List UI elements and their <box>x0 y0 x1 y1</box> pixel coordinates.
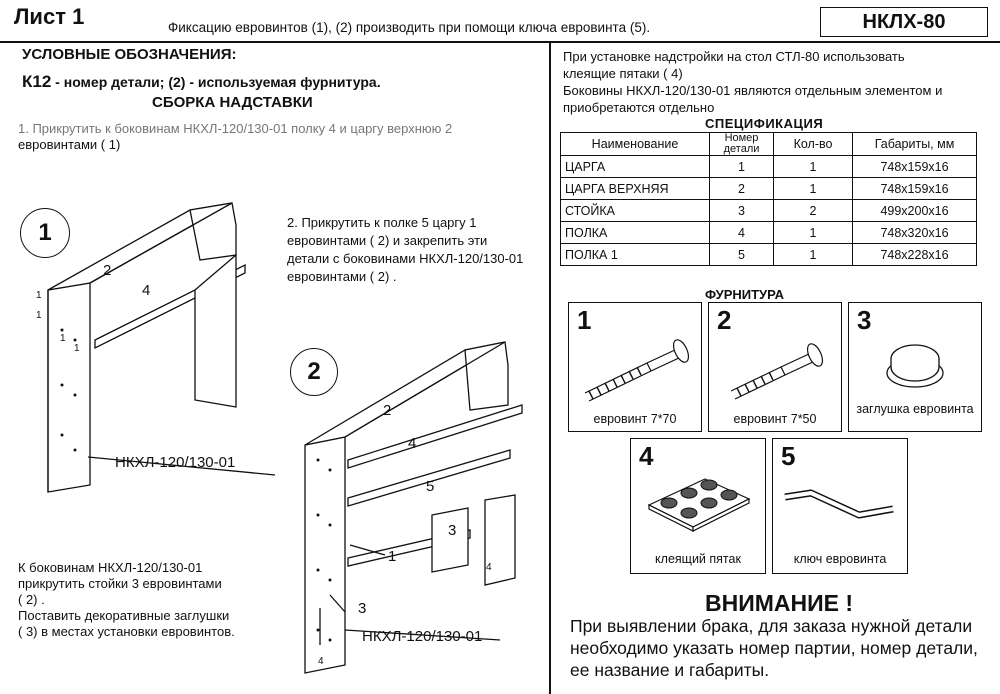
column-divider <box>549 41 551 694</box>
d2-label-3: 3 <box>448 522 457 539</box>
step3-text <box>18 560 268 640</box>
step3-c: Поставить декоративные заглушки <box>18 608 230 623</box>
screw-icon <box>723 331 833 401</box>
d2-label-5: 5 <box>426 478 435 495</box>
doc-id: НКЛХ-80 <box>820 7 988 37</box>
fitting-card-4 <box>630 438 766 574</box>
d2-label-4c: 4 <box>318 656 324 667</box>
header-divider <box>0 41 1000 43</box>
fitting-num: 4 <box>639 441 654 471</box>
diagram1-badge: 1 <box>20 208 70 258</box>
spec-cell: 2 <box>774 200 853 222</box>
sheet-title: Лист 1 <box>14 4 85 29</box>
step2-text: 2. Прикрутить к полке 5 царгу 1 евровинтами ( 2) и закрепить эти детали с боковинами НКХЛ-120/130-01 евровинтами ( 2) . <box>287 215 524 284</box>
d2-label-4b: 4 <box>486 562 492 573</box>
spec-cell: 5 <box>710 244 774 266</box>
legend-heading: УСЛОВНЫЕ ОБОЗНАЧЕНИЯ: <box>22 46 237 63</box>
spec-cell: 1 <box>774 222 853 244</box>
spec-cell: 1 <box>710 156 774 178</box>
spec-cell: 1 <box>774 178 853 200</box>
spec-cell: 2 <box>710 178 774 200</box>
spec-cell: 3 <box>710 200 774 222</box>
table-row <box>561 200 977 222</box>
spec-cell: ПОЛКА <box>561 222 710 244</box>
fitting-num: 2 <box>717 305 732 335</box>
install-note <box>563 48 983 116</box>
spec-cell: 748х320х16 <box>853 222 977 244</box>
fittings-title: ФУРНИТУРА <box>705 287 785 302</box>
fitting-num: 1 <box>577 305 592 335</box>
diagram2-badge: 2 <box>290 348 338 396</box>
legend-code: К12 <box>22 72 52 91</box>
fitting-label: евровинт 7*50 <box>733 412 817 426</box>
table-row <box>561 244 977 266</box>
fitting-label: евровинт 7*70 <box>593 412 677 426</box>
screw-icon <box>577 325 695 403</box>
warning-title: ВНИМАНИЕ ! <box>705 590 854 616</box>
d1-label-1b: 1 <box>36 310 42 321</box>
d2-label-2: 2 <box>383 402 392 419</box>
fitting-card-3 <box>848 302 982 432</box>
spec-cell: 1 <box>774 244 853 266</box>
d1-label-2: 2 <box>103 262 112 279</box>
fitting-num: 5 <box>781 441 796 471</box>
spec-title: СПЕЦИФИКАЦИЯ <box>705 116 824 131</box>
fitting-card-1 <box>568 302 702 432</box>
spec-table <box>560 132 977 266</box>
step1-text <box>18 121 538 153</box>
cap-icon <box>883 337 947 397</box>
spec-col-size: Габариты, мм <box>853 133 977 156</box>
fitting-card-5 <box>772 438 908 574</box>
pads-icon <box>645 475 753 535</box>
spec-header-row <box>561 133 977 156</box>
d2-label-1: 1 <box>388 548 397 565</box>
spec-col-qty: Кол-во <box>774 133 853 156</box>
warning-text: При выявлении брака, для заказа нужной детали необходимо указать номер партии, номер детали, ее название и габариты. <box>570 616 978 680</box>
spec-cell: 748х159х16 <box>853 156 977 178</box>
install-note-line2: клеящие пятаки ( 4) <box>563 66 683 81</box>
spec-cell: ПОЛКА 1 <box>561 244 710 266</box>
step1-line1: 1. Прикрутить к боковинам НКХЛ-120/130-01 полку 4 и царгу верхнюю 2 <box>18 121 453 136</box>
fitting-card-2 <box>708 302 842 432</box>
install-note-line3: Боковины НКХЛ-120/130-01 являются отдельным элементом и <box>563 83 943 98</box>
fitting-num: 3 <box>857 305 872 335</box>
step3-d: ( 3) в местах установки евровинтов. <box>18 624 235 639</box>
d1-label-4: 4 <box>142 282 151 299</box>
d1-label-1a: 1 <box>36 290 42 301</box>
spec-cell: 1 <box>774 156 853 178</box>
legend-text: - номер детали; (2) - используемая фурнитура. <box>51 74 381 90</box>
d2-label-4: 4 <box>408 435 417 452</box>
step3-b: ( 2) . <box>18 592 45 607</box>
table-row <box>561 178 977 200</box>
spec-col-number: Номер детали <box>710 133 774 156</box>
spec-cell: ЦАРГА <box>561 156 710 178</box>
step1-line2: евровинтами ( 1) <box>18 137 121 152</box>
d2-label-3b: 3 <box>358 600 367 617</box>
fitting-label: ключ евровинта <box>793 552 887 566</box>
fitting-label: клеящий пятак <box>655 552 741 566</box>
fitting-label: заглушка евровинта <box>856 402 974 416</box>
table-row <box>561 156 977 178</box>
legend-line <box>22 72 381 92</box>
step3-a: К боковинам НКХЛ-120/130-01 прикрутить стойки 3 евровинтами <box>18 560 222 591</box>
spec-cell: СТОЙКА <box>561 200 710 222</box>
top-note: Фиксацию евровинтов (1), (2) производить при помощи ключа евровинта (5). <box>168 20 651 35</box>
spec-cell: 748х159х16 <box>853 178 977 200</box>
hex-key-icon <box>781 483 901 533</box>
table-row <box>561 222 977 244</box>
d1-side-label: НКХЛ-120/130-01 <box>115 454 236 471</box>
assembly-title: СБОРКА НАДСТАВКИ <box>152 94 313 111</box>
spec-cell: 748х228х16 <box>853 244 977 266</box>
spec-cell: 499х200х16 <box>853 200 977 222</box>
d2-side-label: НКХЛ-120/130-01 <box>362 628 483 645</box>
spec-cell: ЦАРГА ВЕРХНЯЯ <box>561 178 710 200</box>
diagram1-drawing <box>0 195 290 495</box>
d1-label-1c: 1 <box>60 333 66 344</box>
install-note-line4: приобретаются отдельно <box>563 100 715 115</box>
spec-col-name: Наименование <box>561 133 710 156</box>
install-note-line1: При установке надстройки на стол СТЛ-80 использовать <box>563 49 905 64</box>
spec-cell: 4 <box>710 222 774 244</box>
d1-label-1d: 1 <box>74 343 80 354</box>
